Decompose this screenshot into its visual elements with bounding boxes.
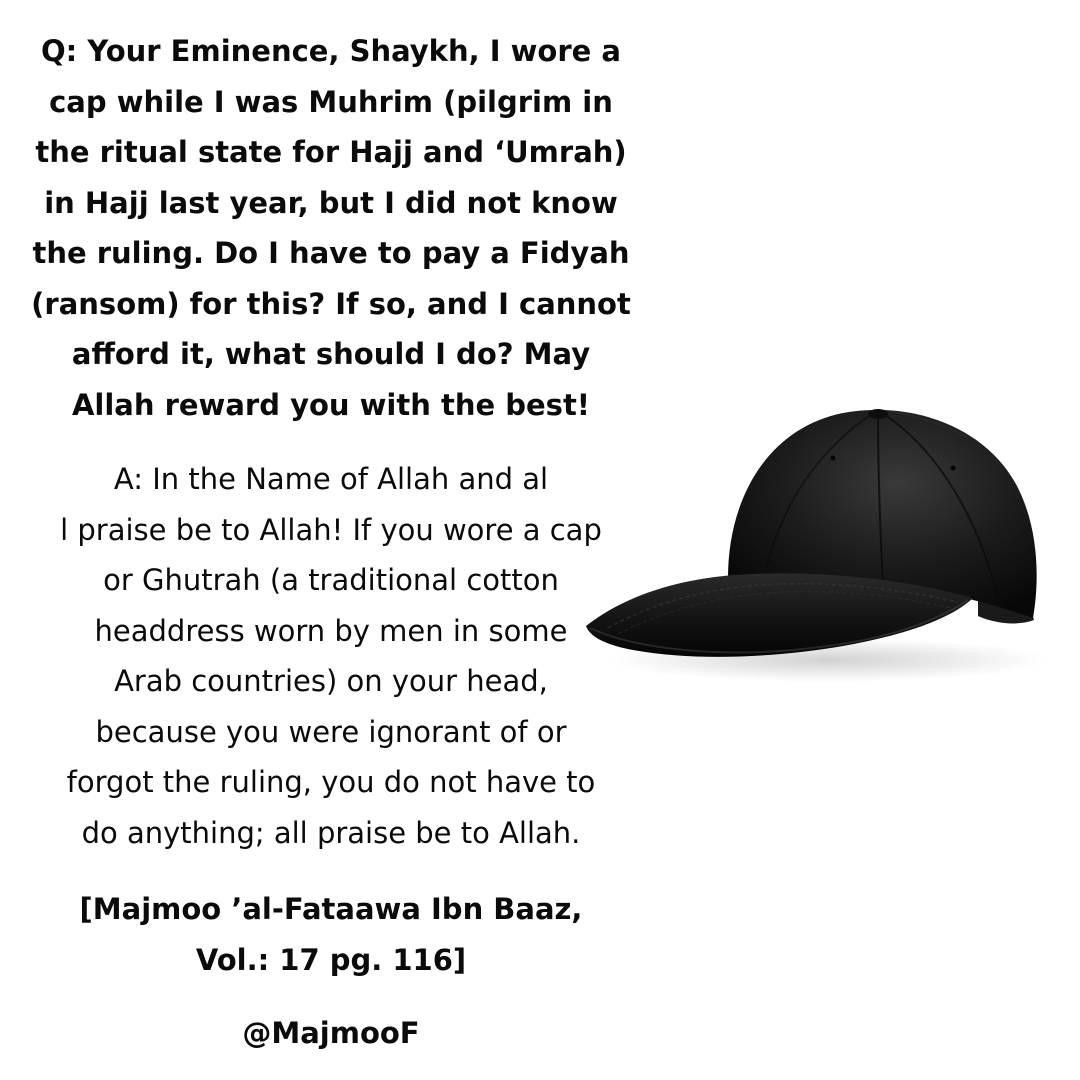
answer-line: or Ghutrah (a traditional cotton	[103, 563, 559, 597]
answer-line: A: In the Name of Allah and al	[113, 462, 549, 496]
question-line: the ruling. Do I have to pay a Fidyah	[32, 236, 630, 270]
question-text	[18, 26, 644, 430]
reference-line: [Majmoo ’al-Fataawa Ibn Baaz,	[79, 892, 583, 926]
question-line: Q: Your Eminence, Shaykh, I wore a	[41, 34, 621, 68]
post-text-column	[18, 26, 644, 1053]
answer-line: headdress worn by men in some	[94, 613, 568, 648]
answer-text	[18, 454, 644, 858]
answer-line: do anything; all praise be to Allah.	[81, 815, 581, 850]
question-line: Allah reward you with the best!	[71, 387, 591, 422]
reference-line: Vol.: 17 pg. 116]	[195, 942, 467, 977]
source-reference	[18, 884, 644, 985]
answer-line: forgot the ruling, you do not have to	[66, 765, 596, 799]
question-line: the ritual state for Hajj and ‘Umrah)	[35, 135, 627, 169]
baseball-cap-image	[578, 388, 1048, 688]
question-line: (ransom) for this? If so, and I cannot	[31, 286, 631, 321]
account-handle: @MajmooF	[242, 1016, 420, 1050]
answer-line: because you were ignorant of or	[95, 714, 567, 749]
question-line: in Hajj last year, but I did not know	[44, 185, 618, 220]
answer-line: Arab countries) on your head,	[114, 664, 548, 698]
answer-line: l praise be to Allah! If you wore a cap	[60, 512, 602, 547]
question-line: afford it, what should I do? May	[71, 337, 591, 371]
question-line: cap while I was Muhrim (pilgrim in	[49, 84, 613, 119]
